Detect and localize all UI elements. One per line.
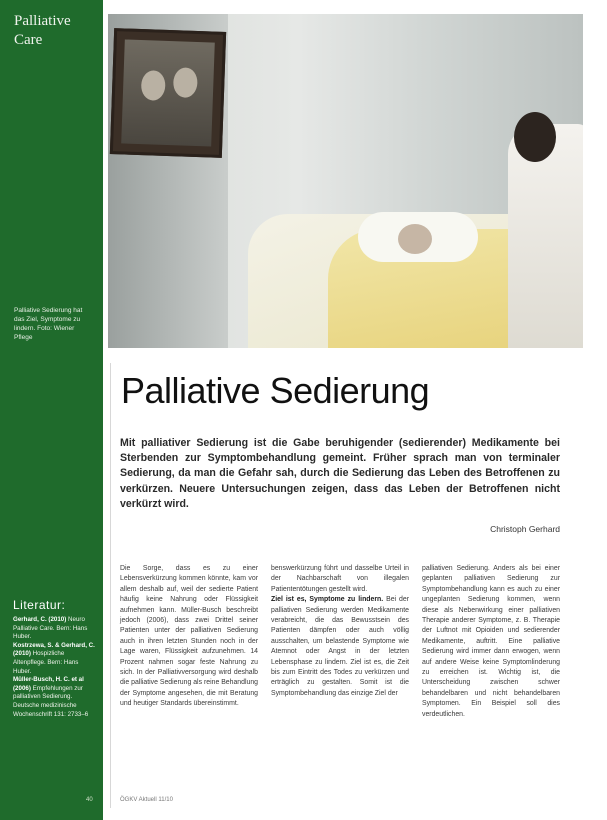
section-label-line1: Palliative: [14, 13, 71, 29]
green-sidebar: [0, 0, 103, 820]
body-column-2-text: Bei der palliativen Sedierung werden Medikamente verabreicht, die das Bewusstsein des Patienten dämpfen oder auch völlig ausschalten, um belastende Symptome wie Atemnot oder Angst in der letzten Lebensphase zu lindern. Ziel ist es, die Zeit bis zum Eintritt des Todes zu verkürzen und erträglich zu gestalten. Somit ist die Symptombehandlung das einzige Ziel der: [271, 596, 409, 697]
section-label: [14, 12, 71, 50]
body-column-2: [271, 564, 409, 699]
page-number: 40: [86, 797, 93, 803]
section-label-line2: Care: [14, 32, 43, 48]
literature-author: Müller-Busch, H. C. et al (2006): [13, 676, 84, 692]
article-lead: Mit palliativer Sedierung ist die Gabe beruhigender (sedierender) Medikamente bei Sterbenden zur Symptombehandlung gemeint. Früher sprach man von terminaler Sedierung, da man die Gefahr sah, durch die Sedierung das Leben des Betroffenen zu verkürzen. Neuere Untersuchungen zeigen, dass das Leben der Betroffenen nicht verkürzt wird.: [120, 437, 560, 510]
literature-text: Neuro Palliative Care. Bern: Hans Huber.: [13, 616, 88, 641]
body-column-2-subhead: Ziel ist es, Symptome zu lindern.: [271, 596, 384, 604]
literature-author: Gerhard, C. (2010): [13, 616, 67, 623]
photo-patient: [398, 224, 432, 254]
portrait-face: [141, 70, 166, 101]
article-title: Palliative Sedierung: [121, 370, 430, 411]
literature-item: [13, 676, 97, 719]
portrait-face: [173, 67, 198, 98]
literature-text: Empfehlungen zur palliativen Sedierung. Deutsche medizinische Wochenschrift 131: 2733–6: [13, 684, 89, 718]
literature-item: [13, 616, 97, 642]
body-column-3: palliativen Sedierung. Anders als bei einer geplanten palliativen Sedierung zur Symptombehandlung kann es auch zu einer ungeplanten Sedierung kommen, wenn diese als Nebenwirkung einer palliativen Therapie anderer Symptome, z. B. Therapie der Luftnot mit Opioiden und sedierender Medikamente, auftritt. Eine palliative Sedierung wird immer dann erwogen, wenn auf andere Weise keine Symptomlinderung zu erreichen ist. Wichtig ist, die Unterscheidung zwischen schwer behandelbaren und nicht behandelbaren Symptomen. Ein Beispiel soll dies verdeutlichen.: [422, 565, 560, 718]
column-divider: [110, 363, 111, 808]
article-photo: [108, 14, 583, 348]
article-author: Christoph Gerhard: [490, 524, 560, 534]
photo-nurse-head: [514, 112, 556, 162]
page-footer: ÖGKV Aktuell 11/10: [120, 797, 173, 803]
body-column-2-intro: benswerkürzung führt und dasselbe Urteil in der Nachbarschaft von illegalen Patiententötungen gestellt wird.: [271, 565, 409, 593]
portrait-picture: [121, 39, 215, 146]
body-column-1: Die Sorge, dass es zu einer Lebensverkürzung kommen könnte, kam vor allem deshalb auf, weil der sedierte Patient häufig keine Nahrung oder Flüssigkeit aufnehmen kann. Müller-Busch beschreibt jedoch (2006), dass zwei Drittel seiner Patienten unter der palliativen Sedierung auch in ihren letzten Stunden noch in der Lage waren, Flüssigkeit aufzunehmen. 14 Prozent nahmen sogar feste Nahrung zu sich. In der Palliativversorgung wird deshalb die palliative Sedierung als reine Behandlung der Symptome angesehen, die mit Beratung und heutiger Standards übereinstimmt.: [120, 565, 258, 708]
literature-heading: Literatur:: [13, 598, 66, 612]
literature-text: Hospizliche Altenpflege. Bern: Hans Huber.: [13, 650, 79, 675]
literature-item: [13, 642, 97, 676]
photo-caption: Palliative Sedierung hat das Ziel, Symptome zu lindern. Foto: Wiener Pflege: [14, 307, 83, 341]
portrait-frame: [110, 28, 226, 158]
literature-list: [13, 616, 97, 719]
literature-author: Kostrzewa, S. & Gerhard, C. (2010): [13, 641, 95, 658]
